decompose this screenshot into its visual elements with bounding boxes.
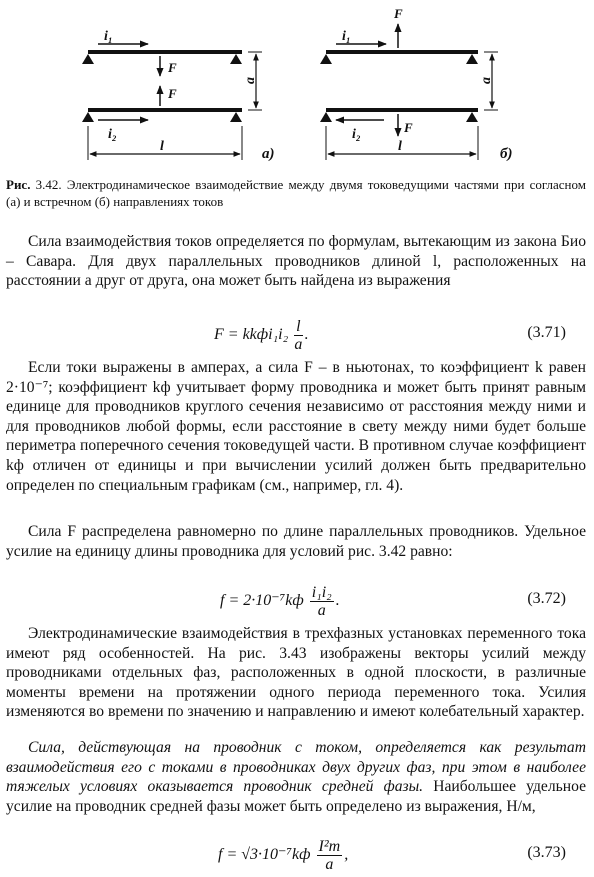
label-a-a: a — [243, 77, 258, 84]
formula-3-71-tail: . — [304, 326, 309, 344]
formula-3-73 — [0, 832, 594, 874]
caption-text: Электродинамическое взаимодействие между двумя токоведущими частями при согласном (а) и встречном (б) направлениях токов — [6, 177, 586, 209]
support-right-top-a — [230, 54, 242, 64]
caption-number: 3.42. — [35, 177, 62, 192]
formula-3-72-fraction — [310, 584, 334, 619]
formula-3-71-numerator: l — [296, 318, 301, 335]
formula-3-73-tail: , — [344, 846, 349, 864]
label-l-b: l — [398, 139, 402, 154]
caption-label: Рис. — [6, 177, 31, 192]
label-F-bottom-b: F — [404, 120, 413, 135]
paragraph-2: Если токи выражены в амперах, а сила F – в ньютонах, то коэффициент k равен 2·10⁻⁷; коэффициент kф учитывает форму проводника и может быть принят равным единице для проводников круглого сечения независимо от расстояния между ними и для проводников любой формы, если расстояние в свету между ними будет больше периметра поперечного сечения токоведущей части. В противном случае коэффициент kф отличен от единицы и при вычислении усилий должен быть предварительно определен по специальным графикам (см., например, гл. 4). — [6, 359, 586, 494]
label-F-top-a: F — [168, 60, 177, 75]
formula-3-73-number: (3.73) — [527, 844, 566, 861]
formula-3-71-lhs: F = kkфi₁i₂ — [214, 326, 289, 344]
formula-3-72-tail: . — [335, 592, 340, 610]
paragraph-5 — [6, 738, 586, 816]
label-F-bottom-a: F — [168, 86, 177, 101]
formula-3-72-numerator: i₁i₂ — [311, 584, 332, 601]
support-right-bottom-a — [230, 112, 242, 122]
label-i2-b: i₂ — [352, 127, 361, 142]
label-i2-a: i₂ — [108, 127, 117, 142]
label-a-b: a — [479, 77, 494, 84]
formula-3-71-denominator: a — [294, 336, 303, 353]
paragraph-5-italic: Сила, действующая на проводник с током, определяется как результат взаимодействия его с токами в проводниках двух других фаз, при этом в наиболее тяжелых условиях оказывается проводник средней фазы. — [6, 739, 586, 796]
paragraph-1: Сила взаимодействия токов определяется по формулам, вытекающим из закона Био – Савара. Для двух параллельных проводников длиной l, расположенных на расстоянии a друг от друга, она может быть найдена из выражения — [6, 233, 586, 290]
formula-3-72 — [0, 578, 594, 620]
formula-3-72-number: (3.72) — [527, 590, 566, 607]
label-F-top-b: F — [394, 6, 403, 21]
formula-3-73-numerator: I²m — [318, 838, 341, 855]
formula-3-73-denominator: a — [325, 856, 334, 873]
formula-3-72-lhs: f = 2·10⁻⁷kф — [220, 592, 304, 610]
label-l-a: l — [160, 139, 164, 154]
paragraph-4: Электродинамические взаимодействия в трехфазных установках переменного тока имеют ряд особенностей. На рис. 3.43 изображены векторы усилий между проводниками отдельных фаз, расположенных в одной плоскости, в различные моменты времени на протяжении одного периода переменного тока. Усилия изменяются во времени по значению и направлению и имеют колебательный характер. — [6, 625, 586, 721]
figure-3-42 — [0, 0, 594, 170]
support-left-top-a — [82, 54, 94, 64]
panel-label-b: б) — [500, 146, 513, 162]
paragraph-5-rest: Наибольшее удельное усилие на проводник средней фазы может быть определено из выражения, Н/м, — [6, 778, 586, 815]
formula-3-72-denominator: a — [317, 602, 326, 619]
paragraph-3: Сила F распределена равномерно по длине параллельных проводников. Удельное усилие на единицу длины проводника для условий рис. 3.42 равно: — [6, 523, 586, 560]
label-i1-b: i₁ — [342, 29, 351, 44]
label-i1-a: i₁ — [104, 29, 113, 44]
panel-b-diagram — [320, 6, 512, 162]
panel-label-a: а) — [262, 146, 275, 162]
panel-a-diagram — [82, 29, 275, 162]
formula-3-73-fraction — [317, 838, 343, 873]
formula-3-71-number: (3.71) — [527, 324, 566, 341]
formula-3-71-fraction — [294, 318, 302, 353]
formula-3-71 — [0, 312, 594, 354]
figure-caption — [6, 176, 586, 210]
formula-3-73-lhs: f = √3·10⁻⁷kф — [218, 846, 311, 864]
support-left-bottom-a — [82, 112, 94, 122]
